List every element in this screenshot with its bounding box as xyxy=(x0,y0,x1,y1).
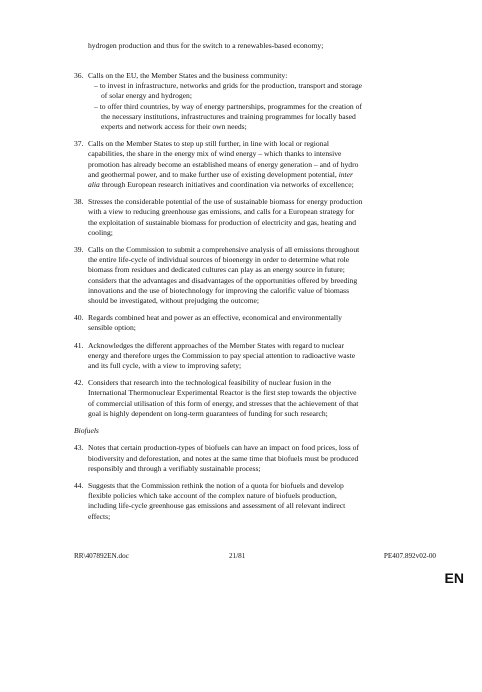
paragraph-37 xyxy=(74,139,444,190)
paragraph-number: 39. xyxy=(74,245,84,255)
paragraph-line: cooling; xyxy=(88,227,113,237)
paragraph-line: Calls on the EU, the Member States and the business community: xyxy=(88,71,288,80)
paragraph-43 xyxy=(74,443,444,474)
paragraph-line: capabilities, the share in the energy mix of wind energy – which thanks to intensive xyxy=(88,149,342,159)
document-reference: RR\407892EN.doc xyxy=(74,552,129,560)
paragraph-line: International Thermonuclear Experimental Reactor is the first step towards the objective xyxy=(88,388,357,398)
paragraph-36 xyxy=(74,71,444,132)
paragraph-number: 44. xyxy=(74,480,84,490)
paragraph-line: including life-cycle greenhouse gas emissions and assessment of all relevant indirect xyxy=(88,501,346,511)
paragraph-line: sensible option; xyxy=(88,323,136,333)
indent-item: the necessary institutions, infrastructures and training programmes for locally based xyxy=(101,111,356,121)
paragraph-line: Calls on the Member States to step up still further, in line with local or regional xyxy=(88,139,329,149)
paragraph-line: promotion has already become an established means of energy generation – and of hydro xyxy=(88,159,359,169)
paragraph-42 xyxy=(74,378,444,419)
paragraph-number: 38. xyxy=(74,197,84,207)
pe-reference: PE407.892v02-00 xyxy=(383,552,436,560)
indent-item: – to offer third countries, by way of energy partnerships, programmes for the creation of xyxy=(94,101,362,111)
paragraph-line: energy and therefore urges the Commission to pay special attention to radioactive waste xyxy=(88,350,356,360)
paragraph-line: biodiversity and deforestation, and notes at the same time that biofuels must be produced xyxy=(88,453,359,463)
paragraph-line: effects; xyxy=(88,511,111,521)
paragraph-line: biomass from residues and dedicated cultures can play as an energy source in future; xyxy=(88,265,345,275)
continuation-line: hydrogen production and thus for the switch to a renewables-based economy; xyxy=(88,41,324,50)
paragraph-39 xyxy=(74,245,444,306)
paragraph-line: Suggests that the Commission rethink the notion of a quota for biofuels and develop xyxy=(88,480,344,490)
paragraph-line: Considers that research into the technological feasibility of nuclear fusion in the xyxy=(88,378,332,388)
paragraph-line: considers that the advantages and disadvantages of the opportunities offered by breeding xyxy=(88,275,358,285)
paragraph-number: 42. xyxy=(74,378,84,388)
paragraph-list xyxy=(74,71,444,529)
paragraph-line: Notes that certain production-types of biofuels can have an impact on food prices, loss of xyxy=(88,443,359,453)
paragraph-line: flexible policies which take account of the complex nature of biofuels production, xyxy=(88,491,337,501)
paragraph-number: 40. xyxy=(74,313,84,323)
paragraph-line: and its full cycle, with a view to improving safety; xyxy=(88,361,242,371)
paragraph-line: alia through European research initiatives and coordination via networks of excellence; xyxy=(88,180,354,190)
indent-item: experts and network access for their own needs; xyxy=(101,122,247,132)
indent-item: – to invest in infrastructure, networks and grids for the production, transport and storage xyxy=(94,81,363,91)
paragraph-41 xyxy=(74,341,444,372)
paragraph-line: Stresses the considerable potential of the use of sustainable biomass for energy production xyxy=(88,197,363,207)
paragraph-number: 43. xyxy=(74,443,84,453)
section-heading: Biofuels xyxy=(74,426,99,436)
paragraph-number: 36. xyxy=(74,71,84,80)
paragraph-line: the exploitation of sustainable biomass for production of electricity and gas, heating and xyxy=(88,217,357,227)
paragraph-line: the entire life-cycle of individual sources of bioenergy in order to determine what role xyxy=(88,255,350,265)
indent-item: of solar energy and hydrogen; xyxy=(101,91,192,101)
paragraph-line: and geothermal power, and to make further use of existing development potential, inter xyxy=(88,169,353,179)
paragraph-line: Acknowledges the different approaches of the Member States with regard to nuclear xyxy=(88,340,345,350)
paragraph-line: innovations and the use of biotechnology for improving the calorific value of biomass xyxy=(88,285,350,295)
paragraph-line: of commercial utilisation of this form of energy, and stresses that the achievement of that xyxy=(88,398,359,408)
page-number: 21/81 xyxy=(229,552,246,560)
paragraph-line: goal is highly dependent on long-term guarantees of funding for such research; xyxy=(88,408,328,418)
paragraph-40 xyxy=(74,313,444,333)
paragraph-line: Regards combined heat and power as an effective, economical and environmentally xyxy=(88,313,342,323)
paragraph-line: with a view to reducing greenhouse gas emissions, and calls for a European strategy for xyxy=(88,207,355,217)
paragraph-number: 37. xyxy=(74,139,84,149)
paragraph-line: responsibly and through a verifiably sustainable process; xyxy=(88,463,261,473)
paragraph-44 xyxy=(74,481,444,522)
language-badge: EN xyxy=(444,570,464,586)
paragraph-38 xyxy=(74,197,444,238)
paragraph-number: 41. xyxy=(74,340,84,350)
paragraph-line: Calls on the Commission to submit a comprehensive analysis of all emissions throughout xyxy=(88,245,360,255)
paragraph-line: should be investigated, without prejudging the outcome; xyxy=(88,296,260,306)
